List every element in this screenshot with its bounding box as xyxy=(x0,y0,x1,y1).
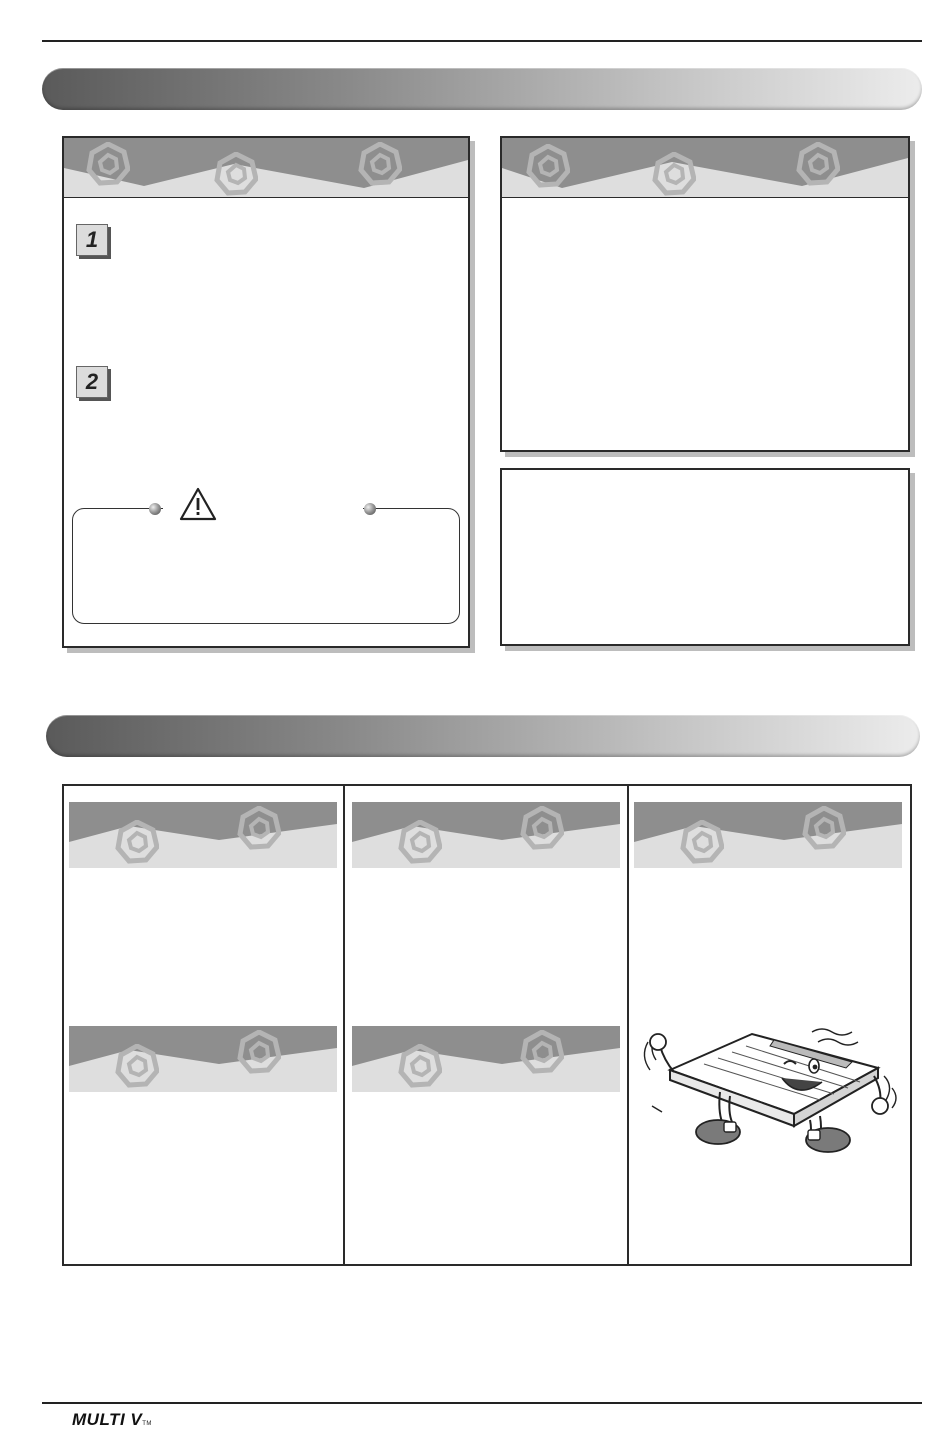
step-1-badge: 1 xyxy=(76,224,108,256)
caution-bead-right xyxy=(364,503,376,515)
logo-text: MULTI V xyxy=(72,1410,143,1429)
tip-banner-4 xyxy=(69,1026,337,1092)
right-info-panel-bottom xyxy=(500,468,910,646)
swirl-icon xyxy=(680,820,724,864)
swirl-icon xyxy=(115,1044,159,1088)
swirl-icon xyxy=(520,1030,564,1074)
right-info-panel-top xyxy=(500,136,910,452)
swirl-icon xyxy=(214,152,258,196)
bottom-rule xyxy=(42,1402,922,1404)
panel-banner xyxy=(502,138,908,198)
tip-banner-5 xyxy=(352,1026,620,1092)
caution-bead-left xyxy=(149,503,161,515)
swirl-icon xyxy=(237,1030,281,1074)
left-info-panel xyxy=(62,136,470,648)
swirl-icon xyxy=(398,820,442,864)
swirl-icon xyxy=(652,152,696,196)
column-divider-1 xyxy=(343,786,345,1264)
step-2-badge: 2 xyxy=(76,366,108,398)
swirl-icon xyxy=(237,806,281,850)
swirl-icon xyxy=(526,144,570,188)
swirl-icon xyxy=(398,1044,442,1088)
swirl-icon xyxy=(796,142,840,186)
swirl-icon xyxy=(802,806,846,850)
caution-box xyxy=(72,508,460,624)
tip-banner-1 xyxy=(69,802,337,868)
panel-banner xyxy=(64,138,468,198)
top-rule xyxy=(42,40,922,42)
tip-banner-3 xyxy=(634,802,902,868)
swirl-icon xyxy=(86,142,130,186)
swirl-icon xyxy=(115,820,159,864)
section-header-bar-2 xyxy=(46,715,920,757)
swirl-icon xyxy=(358,142,402,186)
bottom-grid-panel xyxy=(62,784,912,1266)
warning-triangle-icon xyxy=(179,487,217,521)
swirl-icon xyxy=(520,806,564,850)
cassette-unit-mascot-illustration xyxy=(634,1014,904,1154)
logo-trademark: TM xyxy=(142,1421,152,1427)
column-divider-2 xyxy=(627,786,629,1264)
tip-banner-2 xyxy=(352,802,620,868)
multi-v-logo xyxy=(72,1410,152,1430)
section-header-bar-1 xyxy=(42,68,922,110)
